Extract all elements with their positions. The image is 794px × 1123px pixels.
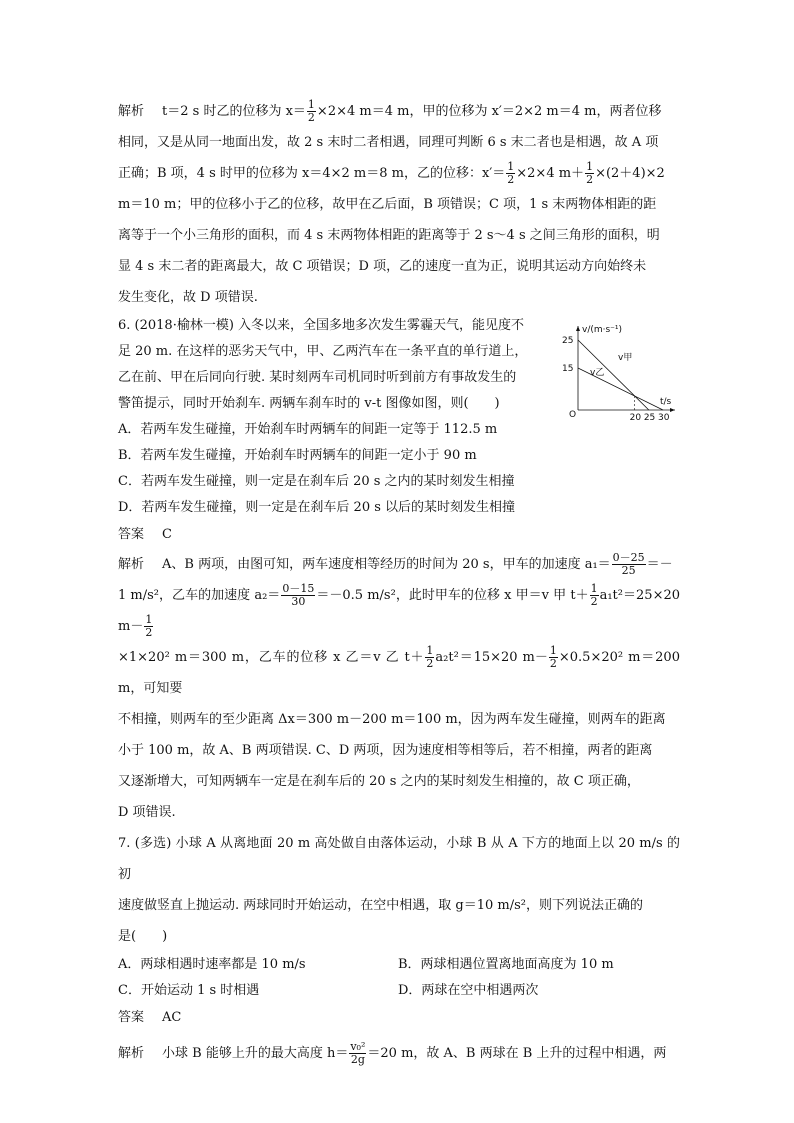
answer-value: C — [162, 527, 172, 542]
document-page — [118, 96, 680, 1069]
fraction: $\frac{1}{2}$ — [307, 98, 315, 124]
prev-solution-line: m＝10 m；甲的位移小于乙的位移，故甲在乙后面，B 项错误；C 项，1 s 末两物体相距的距 — [118, 197, 657, 212]
question-7-line: 7. (多选) 小球 A 从离地面 20 m 高处做自由落体运动，小球 B 从 A 下方的地面上以 20 m/s 的初 — [118, 836, 680, 882]
q6-solution-line-1: 解析 A、B 两项，由图可知，两车速度相等经历的时间为 20 s，甲车的加速度 a₁＝ $\frac{0-25}{25}$ ＝－ — [118, 551, 673, 577]
fraction: $\frac{\text{v₀²}}{2g}$ — [350, 1040, 366, 1066]
prev-solution-line: 显 4 s 末二者的距离最大，故 C 项错误；D 项，乙的速度一直为正，说明其运动方向始终未 — [118, 259, 647, 274]
fraction: $\frac{1}{2}$ — [590, 582, 598, 608]
y-tick-label: 25 — [562, 336, 574, 346]
q7-solution-line: 解析 小球 B 能够上升的最大高度 h＝ $\frac{\text{v₀²}}{2g}$ ＝20 m，故 A、B 两球在 B 上升的过程中相遇，两 — [118, 1040, 667, 1066]
q6-solution-line-3: ×1×20² m＝300 m，乙车的位移 x 乙＝v 乙 t＋ $\frac{1}{2}$ a₂t²＝15×20 m－ $\frac{1}{2}$ ×0.5×20² m＝200 m，可知要 — [118, 644, 680, 696]
option-a: A．若两车发生碰撞，开始刹车时两辆车的间距一定等于 112.5 m — [118, 422, 498, 437]
option-d: D．若两车发生碰撞，则一定是在刹车后 20 s 以后的某时刻发生相撞 — [118, 500, 516, 515]
question-line: 警笛提示，同时开始刹车. 两辆车刹车时的 v-t 图像如图，则( ) — [118, 396, 500, 411]
prev-solution-line: 相同，又是从同一地面出发，故 2 s 末时二者相遇，同理可判断 6 s 末二者也是相遇，故 A 项 — [118, 135, 659, 150]
solution-label: 解析 — [118, 557, 145, 572]
x-tick-label: 25 — [643, 413, 656, 423]
answer-label: 答案 — [118, 1010, 145, 1025]
x-axis-label: t/s — [660, 397, 672, 407]
y-axis-label: v/(m·s⁻¹) — [582, 325, 623, 335]
q6-solution-line: 小于 100 m，故 A、B 两项错误. C、D 两项，因为速度相等相等后，若不相撞，两者的距离 — [118, 743, 653, 758]
solution-label: 解析 — [118, 104, 145, 119]
x-tick-label: 20 — [629, 413, 642, 423]
prev-solution-line: 离等于一个小三角形的面积，而 4 s 末两物体相距的距离等于 2 s～4 s 之间三角形的面积，明 — [118, 228, 660, 243]
fraction: $\frac{0-15}{30}$ — [282, 582, 315, 608]
fraction: $\frac{0-25}{25}$ — [612, 551, 645, 577]
series-label-v-yi: v乙 — [590, 368, 605, 378]
origin-label: O — [569, 410, 577, 420]
fraction: $\frac{1}{2}$ — [145, 613, 153, 639]
question-7-line: 速度做竖直上抛运动. 两球同时开始运动，在空中相遇，取 g＝10 m/s²，则下列说法正确的 — [118, 898, 643, 913]
answer-label: 答案 — [118, 527, 145, 542]
vt-graph — [560, 320, 680, 425]
question-6-stem — [118, 313, 568, 417]
x-axis-arrow — [670, 408, 675, 412]
question-7-line: 是( ) — [118, 929, 168, 944]
y-axis-arrow — [576, 326, 580, 331]
series-line-v-jia — [578, 340, 649, 410]
prev-solution-line-1: 解析 t＝2 s 时乙的位移为 x＝ $\frac{1}{2}$ ×2×4 m＝4 m，甲的位移为 x′＝2×2 m＝4 m，两者位移 — [118, 98, 662, 124]
y-tick-label: 15 — [562, 364, 574, 374]
q6-solution-line-2: 1 m/s²，乙车的加速度 a₂＝ $\frac{0-15}{30}$ ＝－0.5 m/s²，此时甲车的位移 x 甲＝v 甲 t＋ $\frac{1}{2}$ a₁t²＝25×20 m－ $\frac{1}{2}$ — [118, 582, 681, 639]
q6-solution-line: 又逐渐增大，可知两辆车一定是在刹车后的 20 s 之内的某时刻发生相撞的，故 C 项正确， — [118, 774, 640, 789]
fraction: $\frac{1}{2}$ — [426, 644, 434, 670]
question-line: 6. (2018·榆林一模) 入冬以来，全国多地多次发生雾霾天气，能见度不 — [118, 318, 525, 333]
option-a: A．两球相遇时速率都是 10 m/s — [118, 957, 306, 972]
answer-line — [118, 521, 680, 549]
option-b: B．两球相遇位置离地面高度为 10 m — [398, 957, 614, 972]
q6-solution-line: 不相撞，则两车的至少距离 Δx＝300 m－200 m＝100 m，因为两车发生碰撞，则两车的距离 — [118, 712, 666, 727]
x-tick-label: 30 — [658, 413, 670, 423]
option-b: B．若两车发生碰撞，开始刹车时两辆车的间距一定小于 90 m — [118, 448, 477, 463]
option-d: D．两球在空中相遇两次 — [398, 983, 539, 998]
fraction: $\frac{1}{2}$ — [549, 644, 557, 670]
option-c: C．开始运动 1 s 时相遇 — [118, 983, 260, 998]
q6-solution-line: D 项错误. — [118, 805, 176, 820]
option-c: C．若两车发生碰撞，则一定是在刹车后 20 s 之内的某时刻发生相撞 — [118, 474, 515, 489]
question-line: 足 20 m. 在这样的恶劣天气中，甲、乙两汽车在一条平直的单行道上， — [118, 344, 528, 359]
fraction: $\frac{1}{2}$ — [586, 160, 594, 186]
question-line: 乙在前、甲在后同向行驶. 某时刻两车司机同时听到前方有事故发生的 — [118, 370, 517, 385]
answer-value: AC — [162, 1010, 182, 1025]
prev-solution-line: 发生变化，故 D 项错误. — [118, 290, 258, 305]
solution-label: 解析 — [118, 1046, 145, 1061]
series-label-v-jia: v甲 — [618, 353, 633, 363]
fraction: $\frac{1}{2}$ — [507, 160, 515, 186]
option-row — [118, 952, 680, 978]
answer-line — [118, 1004, 680, 1032]
option-row — [118, 978, 680, 1004]
prev-solution-line-3: 正确；B 项，4 s 时甲的位移为 x＝4×2 m＝8 m，乙的位移：x′＝ $\frac{1}{2}$ ×2×4 m＋ $\frac{1}{2}$ ×(2＋4)×2 — [118, 160, 665, 186]
